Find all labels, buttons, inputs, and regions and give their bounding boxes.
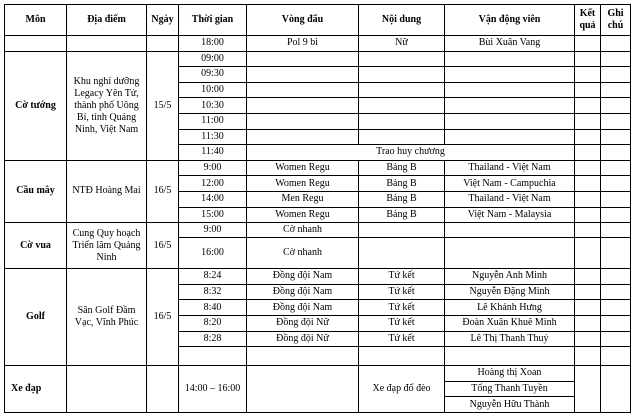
award-cell: Trao huy chương [247,145,575,161]
time-cell: 14:00 [179,191,247,207]
athlete-cell: Thailand - Việt Nam [445,160,575,176]
header-dia-diem: Địa điểm [67,5,147,36]
header-ghi-chu: Ghi chú [601,5,631,36]
date-cell: 16/5 [147,160,179,222]
header-row [5,5,631,36]
header-vong-dau: Vòng đấu [247,5,359,36]
content-cell: Xe đạp đổ đèo [359,366,445,413]
round-cell: Women Regu [247,176,359,192]
sport-cell-cau-may: Cầu mây [5,160,67,222]
header-ngay: Ngày [147,5,179,36]
table-row [5,51,631,67]
time-cell: 8:40 [179,300,247,316]
time-cell: 11:00 [179,113,247,129]
time-cell: 15:00 [179,207,247,223]
time-cell: 10:00 [179,82,247,98]
date-cell: 16/5 [147,223,179,269]
athlete-cell: Lê Khánh Hưng [445,300,575,316]
content-cell: Bảng B [359,207,445,223]
round-cell: Đồng đội Nam [247,300,359,316]
content-cell: Tứ kết [359,284,445,300]
venue-cell: Sân Golf Đầm Vạc, Vĩnh Phúc [67,269,147,366]
sport-cell-co-tuong: Cờ tướng [5,51,67,160]
time-cell: 18:00 [179,36,247,52]
venue-cell: Cung Quy hoạch Triển lãm Quảng Ninh [67,223,147,269]
table-row [5,366,631,382]
schedule-table [4,4,631,413]
table-row [5,223,631,238]
table-row [5,269,631,285]
table-row [5,36,631,52]
date-cell: 16/5 [147,269,179,366]
time-cell: 8:28 [179,331,247,347]
header-mon: Môn [5,5,67,36]
round-cell: Đồng đội Nam [247,284,359,300]
content-cell: Nữ [359,36,445,52]
round-cell: Men Regu [247,191,359,207]
round-cell: Cờ nhanh [247,223,359,238]
athlete-cell: Việt Nam - Malaysia [445,207,575,223]
sport-cell-golf: Golf [5,269,67,366]
athlete-cell: Tống Thanh Tuyền [445,381,575,397]
time-cell: 12:00 [179,176,247,192]
round-cell: Pol 9 bi [247,36,359,52]
content-cell: Tứ kết [359,331,445,347]
header-thoi-gian: Thời gian [179,5,247,36]
time-cell: 8:20 [179,315,247,331]
time-cell: 9:00 [179,223,247,238]
round-cell: Đồng đội Nữ [247,331,359,347]
time-cell: 16:00 [179,238,247,269]
round-cell: Cờ nhanh [247,238,359,269]
athlete-cell: Đoàn Xuân Khuê Minh [445,315,575,331]
time-cell: 9:00 [179,160,247,176]
athlete-cell: Bùi Xuân Vang [445,36,575,52]
date-cell: 15/5 [147,51,179,160]
athlete-cell: Nguyễn Hữu Thành [445,397,575,413]
content-cell: Bảng B [359,191,445,207]
header-van-dong-vien: Vận động viên [445,5,575,36]
athlete-cell: Thailand - Việt Nam [445,191,575,207]
content-cell: Tứ kết [359,315,445,331]
round-cell: Đồng đội Nam [247,269,359,285]
header-noi-dung: Nội dung [359,5,445,36]
time-cell: 11:30 [179,129,247,145]
round-cell: Women Regu [247,160,359,176]
venue-cell: Khu nghỉ dưỡng Legacy Yên Tử, thành phố Uông Bí, tỉnh Quảng Ninh, Việt Nam [67,51,147,160]
content-cell: Bảng B [359,160,445,176]
time-cell: 09:30 [179,67,247,83]
athlete-cell: Việt Nam - Campuchia [445,176,575,192]
athlete-cell: Hoàng thị Xoan [445,366,575,382]
time-cell: 10:30 [179,98,247,114]
time-cell: 09:00 [179,51,247,67]
sport-cell-xe-dap: Xe đạp [5,366,67,413]
venue-cell: NTĐ Hoàng Mai [67,160,147,222]
athlete-cell: Nguyễn Đặng Minh [445,284,575,300]
round-cell: Women Regu [247,207,359,223]
content-cell: Tứ kết [359,269,445,285]
round-cell: Đồng đội Nữ [247,315,359,331]
athlete-cell: Lê Thị Thanh Thuý [445,331,575,347]
content-cell: Bảng B [359,176,445,192]
time-cell: 8:24 [179,269,247,285]
sport-cell-co-vua: Cờ vua [5,223,67,269]
content-cell: Tứ kết [359,300,445,316]
time-cell: 11:40 [179,145,247,161]
time-cell: 8:32 [179,284,247,300]
time-cell: 14:00 – 16:00 [179,366,247,413]
header-ket-qua: Kết quả [575,5,601,36]
athlete-cell: Nguyễn Anh Minh [445,269,575,285]
table-row [5,160,631,176]
